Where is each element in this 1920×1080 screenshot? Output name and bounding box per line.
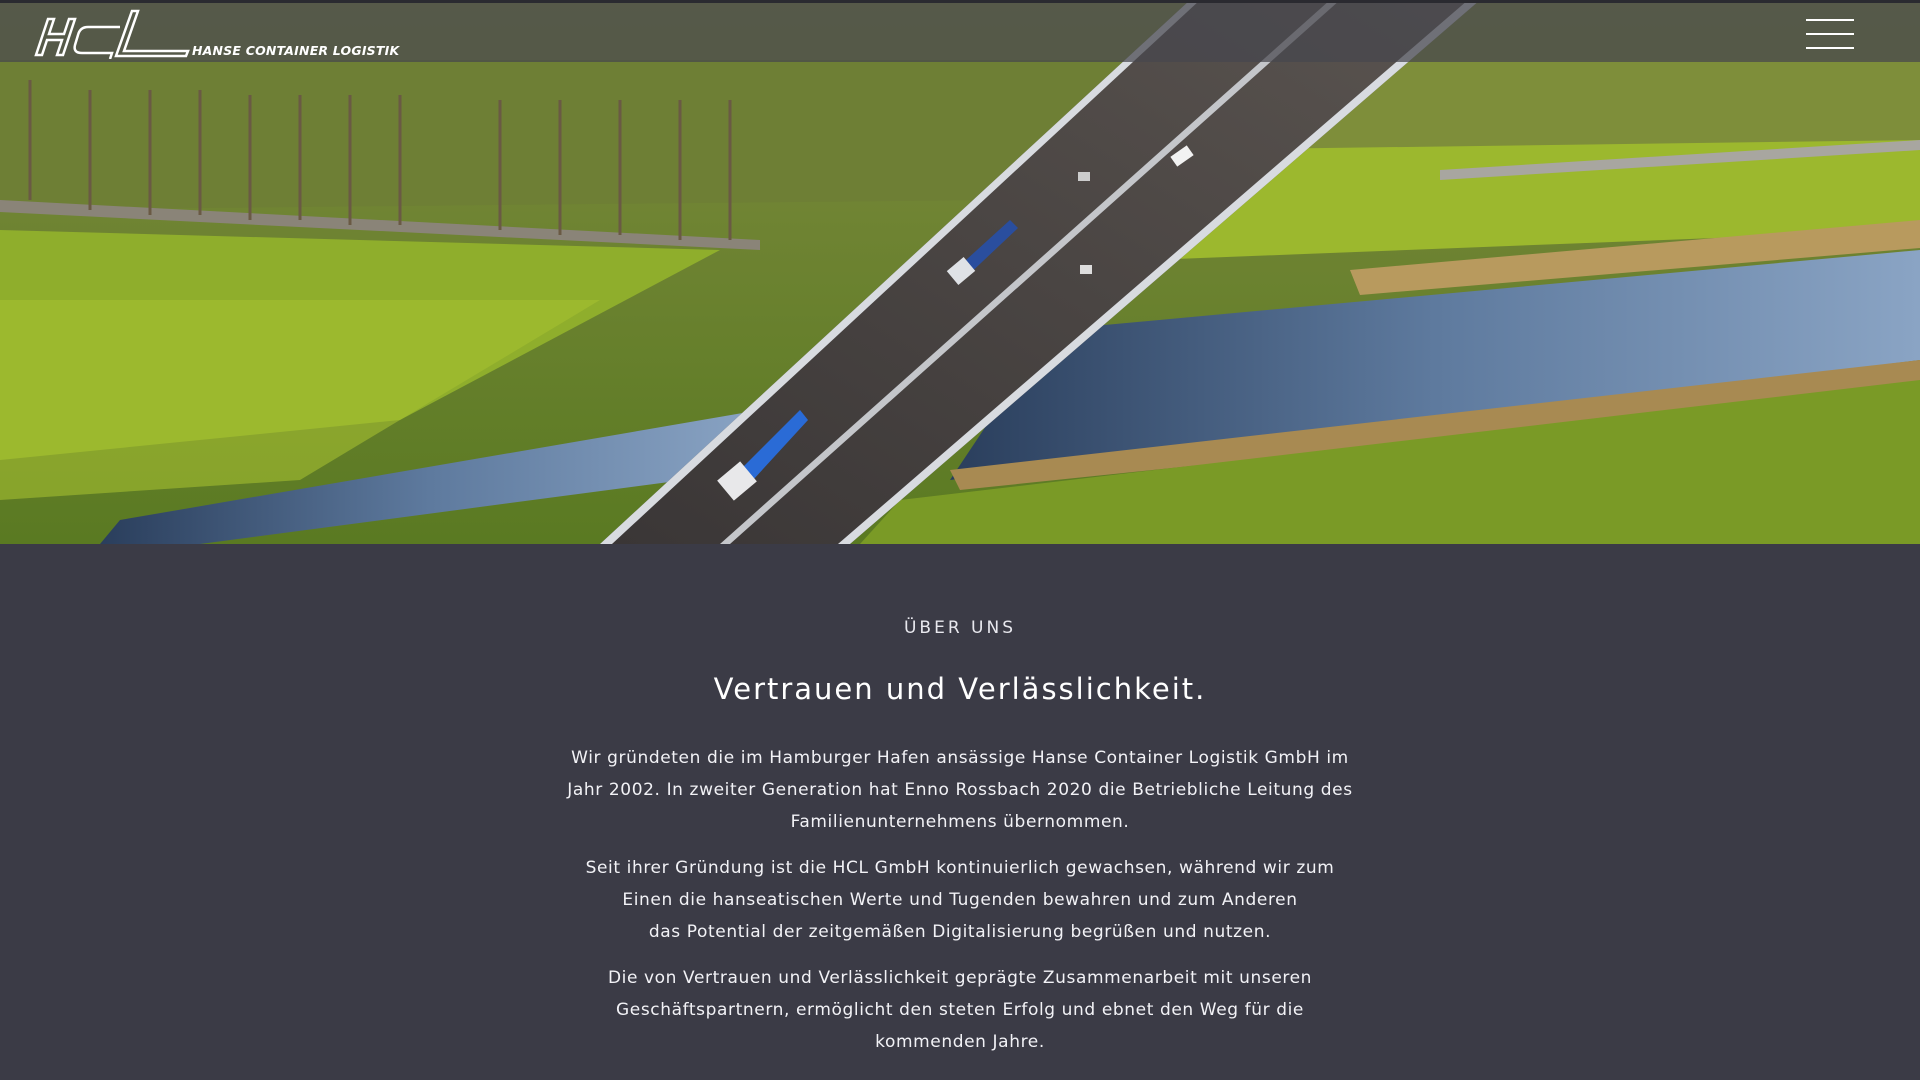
paragraph-line: Geschäftspartnern, ermöglicht den steten Erfolg und ebnet den Weg für die — [615, 1000, 1304, 1020]
company-name: HANSE CONTAINER LOGISTIK — [192, 43, 400, 58]
paragraph-line: Wir gründeten die im Hamburger Hafen ansässige Hanse Container Logistik GmbH im — [571, 748, 1349, 768]
paragraph-line: Familienunternehmens übernommen. — [790, 812, 1130, 832]
about-paragraph-1 — [560, 742, 1360, 838]
header-bar — [0, 0, 1920, 62]
hcl-logo-icon — [28, 7, 198, 59]
section-title: Vertrauen und Verlässlichkeit. — [713, 672, 1207, 706]
section-eyebrow: ÜBER UNS — [903, 618, 1016, 638]
paragraph-line: kommenden Jahre. — [875, 1032, 1045, 1052]
paragraph-line: das Potential der zeitgemäßen Digitalisierung begrüßen und nutzen. — [648, 922, 1272, 942]
hamburger-menu-icon[interactable] — [1806, 17, 1856, 51]
about-paragraph-2 — [560, 852, 1360, 948]
paragraph-line: Seit ihrer Gründung ist die HCL GmbH kontinuierlich gewachsen, während wir zum — [585, 858, 1335, 878]
about-paragraph-3 — [560, 962, 1360, 1058]
menu-line — [1806, 47, 1854, 49]
paragraph-line: Einen die hanseatischen Werte und Tugenden bewahren und zum Anderen — [622, 890, 1298, 910]
paragraph-line: Die von Vertrauen und Verlässlichkeit geprägte Zusammenarbeit mit unseren — [607, 968, 1313, 988]
paragraph-line: Jahr 2002. In zweiter Generation hat Enno Rossbach 2020 die Betriebliche Leitung des — [567, 780, 1353, 800]
menu-line — [1806, 33, 1854, 35]
menu-line — [1806, 19, 1854, 21]
